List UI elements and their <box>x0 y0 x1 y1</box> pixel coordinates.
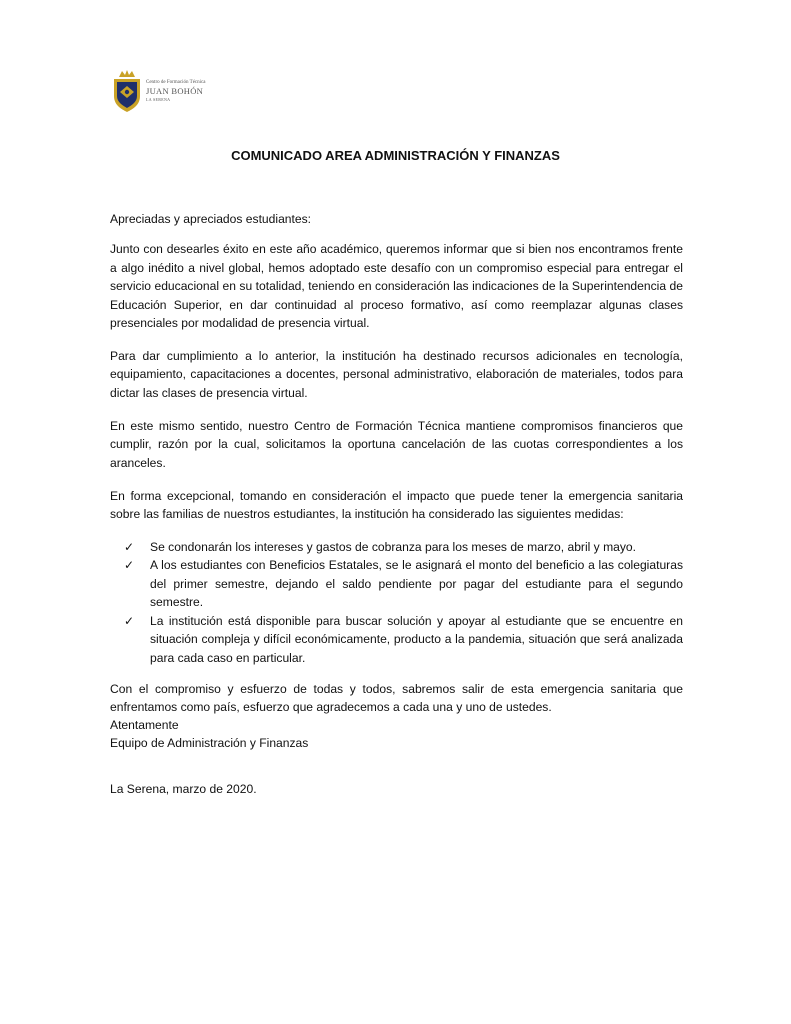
paragraph-3: En este mismo sentido, nuestro Centro de Formación Técnica mantiene compromisos financieros que cumplir, razón por la cual, solicitamos la oportuna cancelación de las cuotas correspondientes a los aranceles. <box>110 418 683 470</box>
paragraph-1: Junto con desearles éxito en este año académico, queremos informar que si bien nos encontramos frente a algo inédito a nivel global, hemos adoptado este desafío con un compromiso especial para entregar el servicio educacional en su totalidad, teniendo en consideración las indicaciones de la Superintendencia de Educación Superior, en dar continuidad al proceso formativo, así como reemplazar algunas clases presenciales por modalidad de presencia virtual. <box>110 242 683 331</box>
signature: Equipo de Administración y Finanzas <box>110 736 309 750</box>
document-title: COMUNICADO AREA ADMINISTRACIÓN Y FINANZAS <box>231 148 560 163</box>
measure-text: A los estudiantes con Beneficios Estatales, se le asignará el monto del beneficio a las colegiaturas del primer semestre, dejando el saldo pendiente por pagar del estudiante para el segundo semestre. <box>150 558 683 610</box>
place-date: La Serena, marzo de 2020. <box>110 782 257 796</box>
logo-line-3: LA SERENA <box>146 97 171 102</box>
checkmark-icon: ✓ <box>124 613 135 628</box>
signoff: Atentamente <box>110 718 179 732</box>
paragraph-4: En forma excepcional, tomando en consideración el impacto que puede tener la emergencia sanitaria sobre las familias de nuestros estudiantes, la institución ha considerado las siguientes medidas: <box>110 488 683 522</box>
list-item <box>124 612 683 667</box>
checkmark-icon: ✓ <box>124 540 135 555</box>
logo-line-1: Centro de Formación Técnica <box>146 80 206 85</box>
document-body <box>110 210 683 731</box>
list-item <box>124 538 683 556</box>
measure-text: La institución está disponible para buscar solución y apoyar al estudiante que se encuentre en situación compleja y difícil económicamente, producto a la pandemia, situación que será analizada para cada caso en particular. <box>150 613 683 665</box>
measure-text: Se condonarán los intereses y gastos de cobranza para los meses de marzo, abril y mayo. <box>150 540 637 555</box>
paragraph-2: Para dar cumplimiento a lo anterior, la institución ha destinado recursos adicionales en tecnología, equipamiento, capacitaciones a docentes, personal administrativo, elaboración de materiales, todos para dictar las clases de presencia virtual. <box>110 349 683 400</box>
closing-paragraph: Con el compromiso y esfuerzo de todas y todos, sabremos salir de esta emergencia sanitaria que enfrentamos como país, esfuerzo que agradecemos a cada una y uno de ustedes. <box>110 681 683 715</box>
crest-icon <box>110 68 144 114</box>
salutation: Apreciadas y apreciados estudiantes: <box>110 212 312 226</box>
checkmark-icon: ✓ <box>124 558 135 573</box>
measures-list <box>110 538 683 667</box>
list-item <box>124 556 683 611</box>
institution-logo <box>110 68 230 114</box>
signature-block <box>110 716 308 752</box>
logo-line-2: JUAN BOHÓN <box>146 86 204 96</box>
